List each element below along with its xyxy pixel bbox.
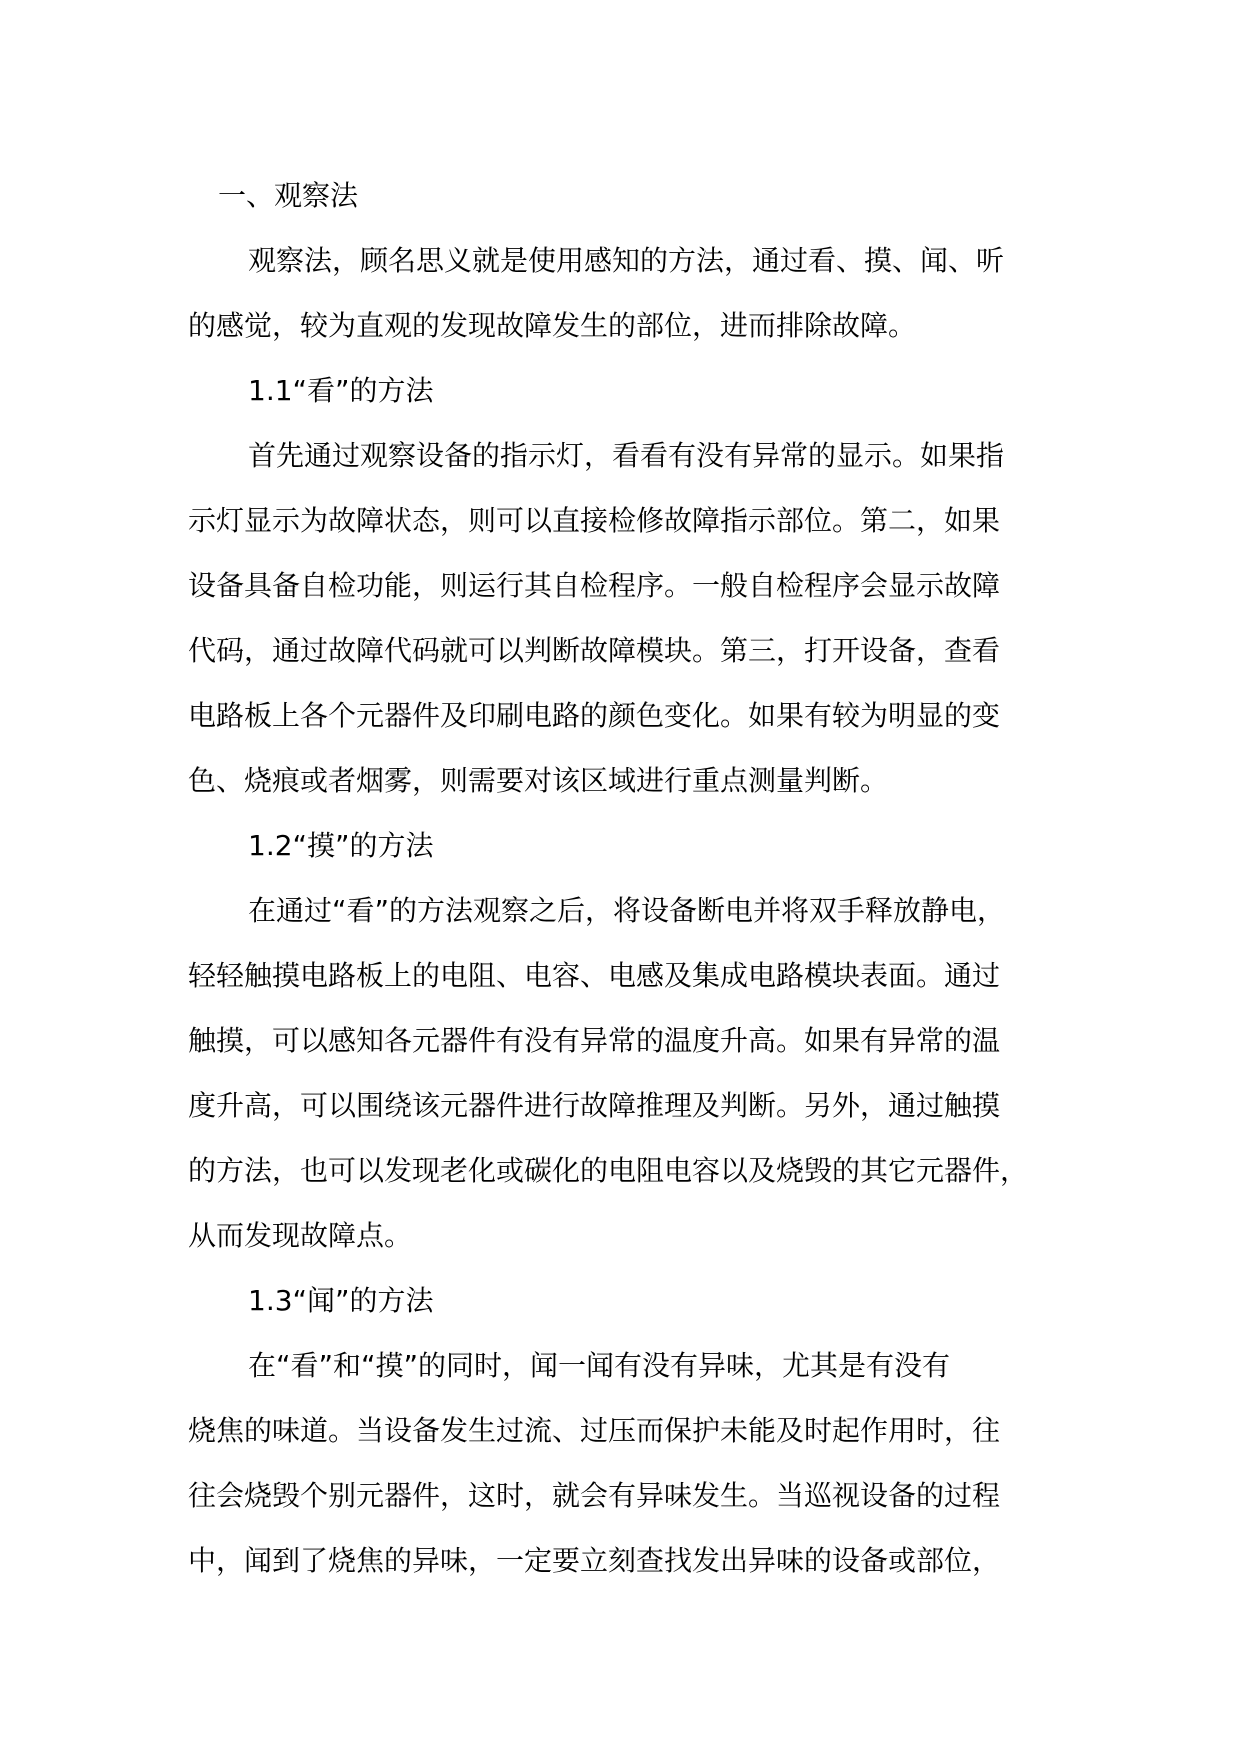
smell-method-line: 烧焦的味道。当设备发生过流、过压而保护未能及时起作用时，往 — [188, 1414, 1001, 1447]
touch-method-line: 的方法，也可以发现老化或碳化的电阻电容以及烧毁的其它元器件， — [188, 1154, 1029, 1187]
look-method-line: 首先通过观察设备的指示灯，看看有没有异常的显示。如果指 — [248, 439, 1005, 472]
look-method-line: 示灯显示为故障状态，则可以直接检修故障指示部位。第二，如果 — [188, 504, 1001, 537]
look-method-line: 设备具备自检功能，则运行其自检程序。一般自检程序会显示故障 — [188, 569, 1001, 602]
smell-method-line: 往会烧毁个别元器件，这时，就会有异味发生。当巡视设备的过程 — [188, 1479, 1001, 1512]
subsection-1-2-title: 1.2“摸”的方法 — [248, 829, 434, 862]
look-method-line: 色、烧痕或者烟雾，则需要对该区域进行重点测量判断。 — [188, 764, 889, 797]
touch-method-line: 轻轻触摸电路板上的电阻、电容、电感及集成电路模块表面。通过 — [188, 959, 1001, 992]
look-method-line: 电路板上各个元器件及印刷电路的颜色变化。如果有较为明显的变 — [188, 699, 1001, 732]
look-method-line: 代码，通过故障代码就可以判断故障模块。第三，打开设备，查看 — [188, 634, 1001, 667]
smell-method-line: 在“看”和“摸”的同时，闻一闻有没有异味，尤其是有没有 — [248, 1349, 951, 1382]
touch-method-line: 度升高，可以围绕该元器件进行故障推理及判断。另外，通过触摸 — [188, 1089, 1001, 1122]
subsection-1-3-title: 1.3“闻”的方法 — [248, 1284, 434, 1317]
touch-method-line: 触摸，可以感知各元器件有没有异常的温度升高。如果有异常的温 — [188, 1024, 1001, 1057]
touch-method-line: 在通过“看”的方法观察之后，将设备断电并将双手释放静电， — [248, 894, 1006, 927]
intro-paragraph-line: 观察法，顾名思义就是使用感知的方法，通过看、摸、闻、听 — [248, 244, 1005, 277]
intro-paragraph-line: 的感觉，较为直观的发现故障发生的部位，进而排除故障。 — [188, 309, 917, 342]
section-title: 一、观察法 — [218, 179, 359, 212]
subsection-1-1-title: 1.1“看”的方法 — [248, 374, 434, 407]
touch-method-line: 从而发现故障点。 — [188, 1219, 413, 1252]
smell-method-line: 中，闻到了烧焦的异味，一定要立刻查找发出异味的设备或部位， — [188, 1544, 1001, 1577]
